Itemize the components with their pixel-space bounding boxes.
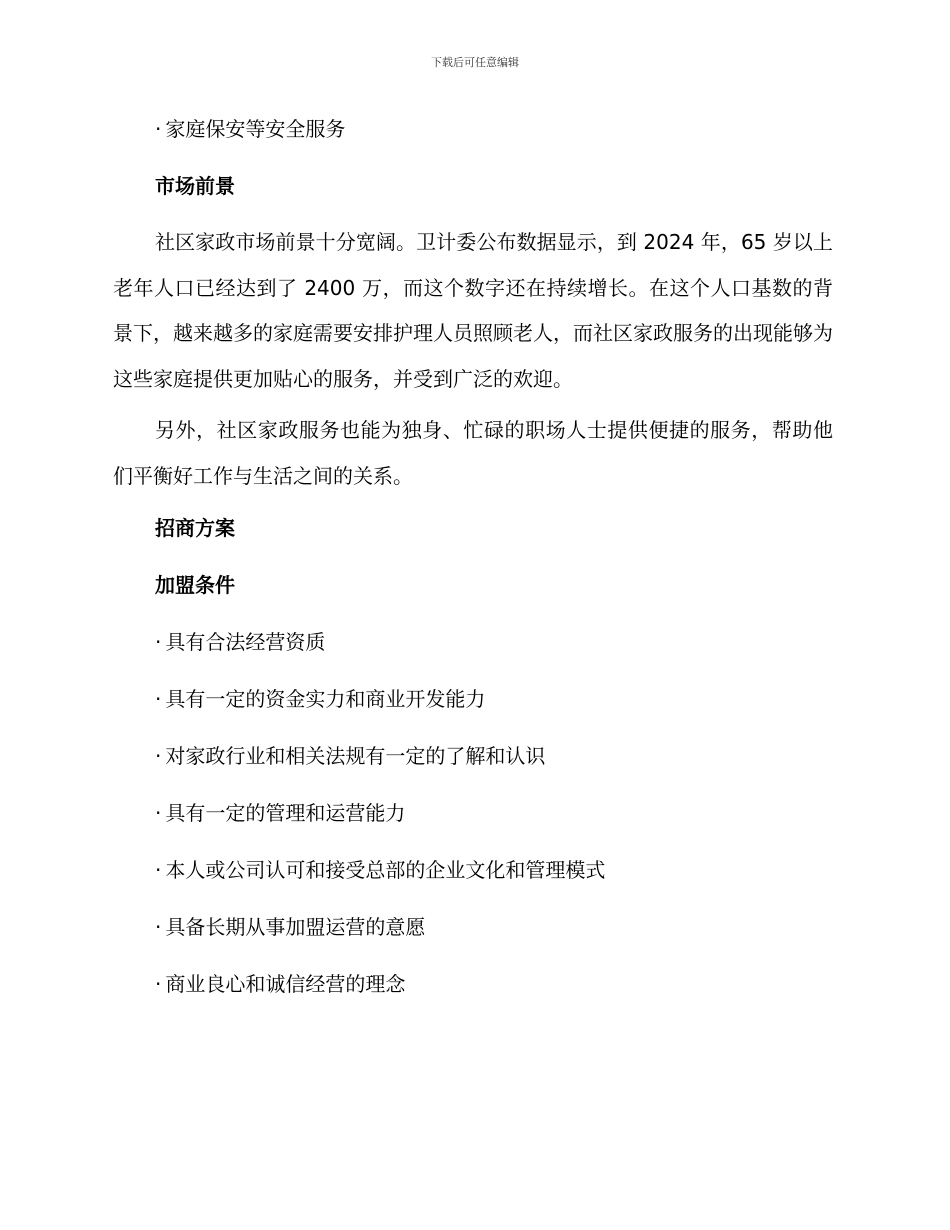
document-body [113, 113, 833, 1025]
bullet-dot: · [155, 117, 162, 141]
section-heading-market-outlook: 市场前景 [155, 174, 235, 198]
list-item-text: 对家政行业和相关法规有一定的了解和认识 [165, 744, 546, 768]
paragraph-market-outlook: 社区家政市场前景十分宽阔。卫计委公布数据显示，到 2024 年，65 岁以上老年人口已经达到了 2400 万，而这个数字还在持续增长。在这个人口基数的背景下，越来越多的家庭需要安排护理人员照顾老人，而社区家政服务的出现能够为这些家庭提供更加贴心的服务，并受到广泛的欢迎。 [113, 230, 833, 391]
list-item-condition [113, 968, 833, 1000]
list-item-text: 具有一定的管理和运营能力 [165, 801, 406, 825]
bullet-dot: · [155, 915, 162, 939]
list-item-condition [113, 683, 833, 715]
list-item-text: 具有一定的资金实力和商业开发能力 [165, 687, 486, 711]
bullet-dot: · [155, 972, 162, 996]
bullet-dot: · [155, 801, 162, 825]
list-item-text: 具有合法经营资质 [165, 630, 326, 654]
bullet-dot: · [155, 858, 162, 882]
list-item-condition [113, 911, 833, 943]
section-heading-franchise-conditions: 加盟条件 [155, 573, 235, 597]
paragraph-professionals: 另外，社区家政服务也能为独身、忙碌的职场人士提供便捷的服务，帮助他们平衡好工作与生活之间的关系。 [113, 418, 833, 488]
bullet-dot: · [155, 630, 162, 654]
list-item-text: 具备长期从事加盟运营的意愿 [165, 915, 426, 939]
list-item-text: 商业良心和诚信经营的理念 [165, 972, 406, 996]
list-item-condition [113, 626, 833, 658]
bullet-dot: · [155, 744, 162, 768]
list-item-security-service [113, 113, 833, 145]
list-item-text: 家庭保安等安全服务 [165, 117, 346, 141]
list-item-condition [113, 854, 833, 886]
section-heading-investment-plan: 招商方案 [155, 516, 235, 540]
list-item-condition [113, 740, 833, 772]
bullet-dot: · [155, 687, 162, 711]
list-item-condition [113, 797, 833, 829]
list-item-text: 本人或公司认可和接受总部的企业文化和管理模式 [165, 858, 606, 882]
page-header-note: 下载后可任意编辑 [431, 56, 519, 69]
